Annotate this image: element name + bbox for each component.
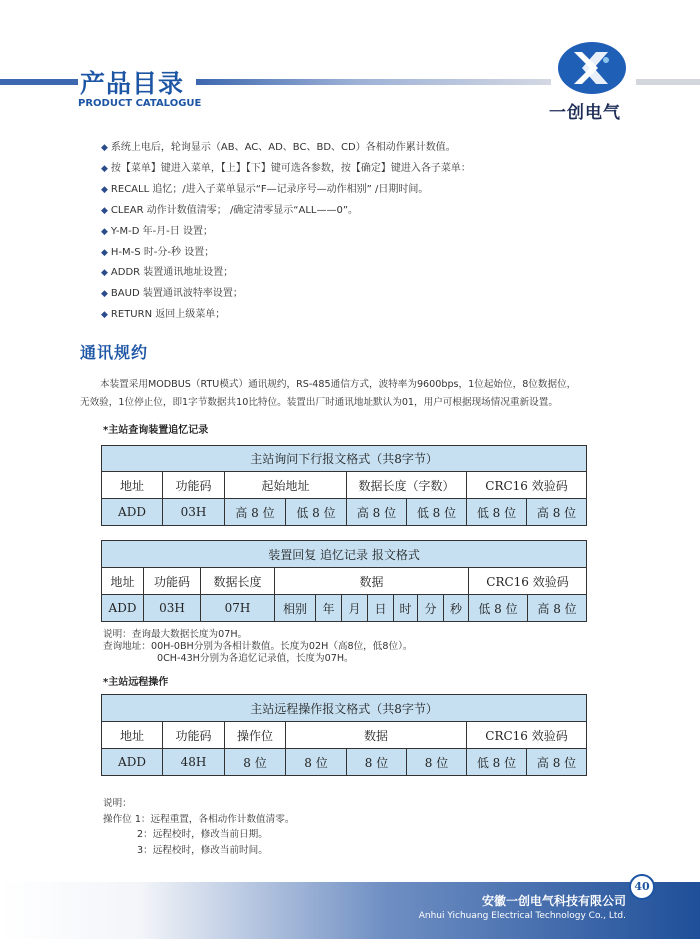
catalogue-title-en: PRODUCT CATALOGUE — [78, 98, 202, 109]
query-request-table — [101, 445, 587, 526]
table-cell: 高 8 位 — [528, 595, 587, 622]
table-cell: 时 — [394, 595, 418, 622]
table-cell: 年 — [316, 595, 342, 622]
table-cell: 8 位 — [407, 749, 467, 776]
table-cell: 8 位 — [286, 749, 347, 776]
table-header-cell: CRC16 效验码 — [467, 472, 587, 499]
company-name-cn: 安徽一创电气科技有限公司 — [481, 894, 626, 908]
table-header-cell: 数据 — [275, 568, 469, 595]
note-operation-2: 2：远程校时，修改当前日期。 — [137, 829, 268, 840]
note-operation-1: 操作位 1：远程重置，各相动作计数值清零。 — [103, 814, 295, 825]
table-cell: ADD — [102, 749, 163, 776]
header-rule-middle — [196, 79, 551, 85]
table-cell: 8 位 — [225, 749, 286, 776]
subtitle-remote-operation: *主站远程操作 — [103, 677, 169, 688]
list-item: ◆ RETURN 返回上级菜单； — [101, 309, 226, 321]
diamond-bullet-icon: ◆ — [101, 247, 108, 258]
diamond-bullet-icon: ◆ — [101, 205, 108, 216]
table-cell: 月 — [342, 595, 368, 622]
table-cell: 相别 — [275, 595, 316, 622]
table-header-cell: CRC16 效验码 — [469, 568, 587, 595]
reply-record-table — [101, 540, 587, 622]
table-cell: 低 8 位 — [286, 499, 347, 526]
table-cell: 48H — [163, 749, 225, 776]
brand-name: 一创电气 — [549, 103, 621, 123]
table-header-cell: 操作位 — [225, 722, 286, 749]
note-label: 说明： — [103, 798, 132, 809]
table-title: 主站询问下行报文格式（共8字节） — [102, 446, 587, 472]
page-header — [0, 0, 700, 130]
note-query-length: 说明：查询最大数据长度为07H。 — [103, 629, 248, 640]
table-cell: ADD — [102, 499, 163, 526]
table-header-cell: 数据长度（字数） — [347, 472, 467, 499]
table-header-cell: 功能码 — [163, 722, 225, 749]
list-item: ◆ RECALL 追忆；/进入子菜单显示“F—记录序号—动作相别” /日期时间。 — [101, 183, 429, 195]
table-cell: 低 8 位 — [467, 749, 527, 776]
subtitle-query-records: *主站查询装置追忆记录 — [103, 425, 209, 436]
list-item: ◆ CLEAR 动作计数值清零； /确定清零显示“ALL——0”。 — [101, 204, 359, 216]
table-header-cell: 数据长度 — [201, 568, 275, 595]
diamond-bullet-icon: ◆ — [101, 268, 108, 279]
protocol-paragraph-line2: 无效验，1位停止位，即1字节数据共10比特位。装置出厂时通讯地址默认为01，用户可根据现场情况重新设置。 — [80, 397, 558, 408]
header-rule-right — [636, 79, 700, 85]
table-cell: 高 8 位 — [225, 499, 286, 526]
diamond-bullet-icon: ◆ — [101, 310, 108, 321]
diamond-bullet-icon: ◆ — [101, 163, 108, 174]
diamond-bullet-icon: ◆ — [101, 184, 108, 195]
table-header-cell: CRC16 效验码 — [467, 722, 587, 749]
diamond-bullet-icon: ◆ — [101, 289, 108, 300]
catalogue-title: 产品目录 — [80, 69, 185, 98]
table-cell: 分 — [418, 595, 444, 622]
list-item: ◆ ADDR 装置通讯地址设置； — [101, 267, 234, 279]
table-cell: 03H — [163, 499, 225, 526]
note-query-address-2: 0CH-43H分别为各追忆记录值，长度为07H。 — [157, 653, 354, 664]
table-cell: ADD — [102, 595, 144, 622]
table-cell: 低 8 位 — [407, 499, 467, 526]
list-item: ◆ 按【菜单】键进入菜单，【上】【下】键可选各参数，按【确定】键进入各子菜单： — [101, 162, 471, 174]
list-item: ◆ Y-M-D 年-月-日 设置； — [101, 225, 213, 237]
table-cell: 秒 — [444, 595, 469, 622]
table-cell: 日 — [368, 595, 394, 622]
list-item: ◆ BAUD 装置通讯波特率设置； — [101, 288, 243, 300]
table-header-cell: 功能码 — [144, 568, 201, 595]
table-cell: 低 8 位 — [467, 499, 527, 526]
table-header-cell: 功能码 — [163, 472, 225, 499]
note-operation-3: 3：远程校时，修改当前时间。 — [137, 845, 268, 856]
note-query-address: 查询地址：00H-0BH分别为各相计数值。长度为02H（高8位，低8位）。 — [103, 641, 413, 652]
table-cell: 高 8 位 — [347, 499, 407, 526]
table-cell: 07H — [201, 595, 275, 622]
list-item: ◆ H-M-S 时-分-秒 设置； — [101, 246, 215, 258]
table-cell: 高 8 位 — [527, 749, 587, 776]
page-number: 40 — [629, 874, 655, 900]
menu-instructions-list — [101, 138, 471, 326]
table-header-cell: 起始地址 — [225, 472, 347, 499]
list-item: ◆ 系统上电后，轮询显示（AB、AC、AD、BC、BD、CD）各相动作累计数值。 — [101, 142, 456, 153]
protocol-paragraph-line1: 本装置采用MODBUS（RTU模式）通讯规约，RS-485通信方式，波特率为9600bps，1位起始位，8位数据位， — [100, 379, 577, 390]
table-cell: 低 8 位 — [469, 595, 528, 622]
diamond-bullet-icon: ◆ — [101, 143, 108, 153]
yichuang-logo-icon — [556, 40, 628, 96]
table-header-cell: 地址 — [102, 722, 163, 749]
company-name-en: Anhui Yichuang Electrical Technology Co., Ltd. — [418, 911, 626, 921]
table-header-cell: 数据 — [286, 722, 467, 749]
section-title: 通讯规约 — [80, 343, 149, 362]
header-rule-left — [0, 79, 78, 85]
diamond-bullet-icon: ◆ — [101, 226, 108, 237]
remote-operation-table — [101, 694, 587, 776]
table-title: 装置回复 追忆记录 报文格式 — [102, 541, 587, 568]
table-cell: 03H — [144, 595, 201, 622]
table-title: 主站远程操作报文格式（共8字节） — [102, 695, 587, 722]
table-header-cell: 地址 — [102, 568, 144, 595]
table-header-cell: 地址 — [102, 472, 163, 499]
table-cell: 高 8 位 — [527, 499, 587, 526]
table-cell: 8 位 — [347, 749, 407, 776]
